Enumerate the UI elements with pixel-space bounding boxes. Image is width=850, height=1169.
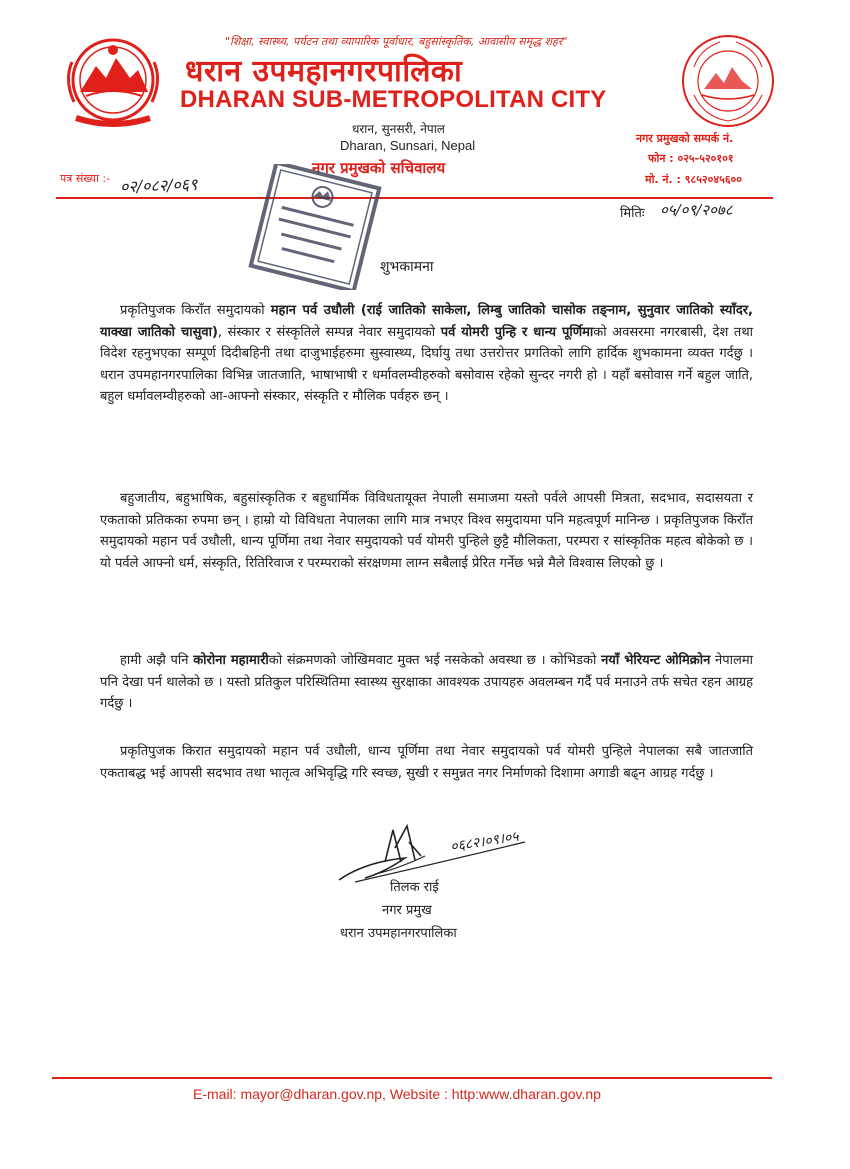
bold-text-run: नयाँ भेरियन्ट ओमिक्रोन: [601, 653, 711, 668]
text-run: को अवसरमा नगरबासी, देश तथा विदेश रहनुभएका सम्पूर्ण दिदीबहिनी तथा दाजुभाईहरुमा सुस्वास्थ्य, दिर्घायु तथा उत्तरोत्तर प्रगतिको लागि हार्दिक शुभकामना व्यक्त गर्दछु । धरान उपमहानगरपालिका विभिन्न जातजाति, भाषाभाषी र धर्मावलम्वीहरुको बसोवास रहेको सुन्दर नगरी हो । यहाँ बसोवास गर्ने बहुल जाति, बहुल धर्मावलम्वीहरुको आ-आफ्नो संस्कार, संस्कृति र मौलिक पर्वहरु छन् ।: [100, 324, 753, 404]
paragraph-1: [100, 300, 753, 408]
slogan: "शिक्षा, स्वास्थ्य, पर्यटन तथा व्यापारिक पूर्वाधार, बहुसांस्कृतिक, आवासीय समृद्ध शहर": [225, 35, 568, 48]
letter-number-label: पत्र संख्या :-: [60, 172, 111, 185]
handwritten-signature: [335, 822, 565, 892]
date-value: ०५/०९/२०७८: [660, 201, 733, 219]
address-english: Dharan, Sunsari, Nepal: [340, 138, 476, 153]
paragraph-4: [100, 741, 753, 784]
paragraph-3: [100, 650, 753, 715]
bold-text-run: कोरोना महामारी: [193, 653, 269, 668]
text-run: नेपालमा पनि देखा पर्न थालेको छ । यस्तो प्रतिकुल परिस्थितिमा स्वास्थ्य सुरक्षाका आवश्यक उपायहरु अवलम्बन गर्दै पर्व मनाउने तर्फ सचेत रहन आग्रह गर्दछु ।: [100, 653, 753, 711]
date-label: मितिः: [620, 206, 645, 221]
nepal-emblem-icon: [58, 32, 168, 132]
address-nepali: धरान, सुनसरी, नेपाल: [352, 122, 445, 136]
signatory-name: तिलक राई: [390, 880, 439, 895]
signatory-organization: धरान उपमहानगरपालिका: [340, 926, 457, 941]
footer-divider: [52, 1077, 772, 1079]
org-title-english: DHARAN SUB-METROPOLITAN CITY: [180, 86, 607, 113]
text-run: , संस्कार र संस्कृतिले सम्पन्न नेवार समुदायको: [217, 324, 441, 340]
text-run: को संक्रमणको जोखिमवाट मुक्त भई नसकेको अवस्था छ । कोभिडको: [268, 653, 602, 668]
mobile-number: मो. नं. : ९८५२०४५६००: [645, 173, 742, 186]
dharan-seal-icon: [680, 33, 776, 129]
paragraph-2: [100, 488, 753, 574]
text-run: बहुजातीय, बहुभाषिक, बहुसांस्कृतिक र बहुधार्मिक विविधतायूक्त नेपाली समाजमा यस्तो पर्वले आपसी मित्रता, सदभाव, सदासयता र एकताको प्रतिकका रुपमा छन् । हाम्रो यो विविधता नेपालका लागि मात्र नभएर विश्व समुदायमा पनि महत्वपूर्ण मानिन्छ । प्रकृतिपुजक किराँत समुदायको महान पर्व उधौली, धान्य पूर्णिमा तथा नेवार समुदायको पर्व योमरी पुन्हिले छुट्टै मौलिकता, परम्परा र सांस्कृतिक महत्व बोकेको छ । यो पर्वले आफ्नो धर्म, संस्कृति, रितिरिवाज र परम्पराको संरक्षणमा लाग्न सबैलाई प्रेरित गर्नेछ भन्ने मैले विश्वास लिएको छु ।: [100, 491, 753, 571]
contact-label: नगर प्रमुखको सम्पर्क नं.: [636, 132, 734, 145]
text-run: हामी अझै पनि: [120, 653, 194, 668]
letter-heading: शुभकामना: [380, 259, 434, 275]
bold-text-run: महान पर्व उधौली (राई जातिको साकेला, लिम्बु जातिको चासोक तङ्नाम, सुनुवार जातिको स्याँदर, याक्खा जातिको चासुवा): [100, 303, 753, 340]
bold-text-run: पर्व योमरी पुन्हि र धान्य पूर्णिमा: [440, 324, 594, 340]
office-name: नगर प्रमुखको सचिवालय: [312, 159, 446, 177]
office-stamp: [248, 164, 382, 290]
phone-number: फोन : ०२५-५२०१०१: [648, 152, 734, 165]
text-run: प्रकृतिपुजक किरात समुदायको महान पर्व उधौली, धान्य पूर्णिमा तथा नेवार समुदायको पर्व योमरी पुन्हिले नेपालका सबै जातजाति एकताबद्ध भई आपसी सदभाव तथा भातृत्व अभिवृद्धि गरि स्वच्छ, सुखी र समुन्नत नगर निर्माणको दिशामा अगाडी बढ्न आग्रह गर्दछु ।: [100, 744, 753, 781]
text-run: प्रकृतिपुजक किराँत समुदायको: [120, 303, 271, 318]
org-title-nepali: धरान उपमहानगरपालिका: [185, 54, 463, 89]
letter-number-value: ०२/०८२/०६९: [119, 174, 198, 197]
footer-contact: E-mail: mayor@dharan.gov.np, Website : http:www.dharan.gov.np: [193, 1086, 601, 1102]
signature-date: ०६८२।०९।०५: [449, 828, 520, 856]
signatory-title: नगर प्रमुख: [382, 903, 432, 918]
header-divider: [56, 197, 773, 199]
